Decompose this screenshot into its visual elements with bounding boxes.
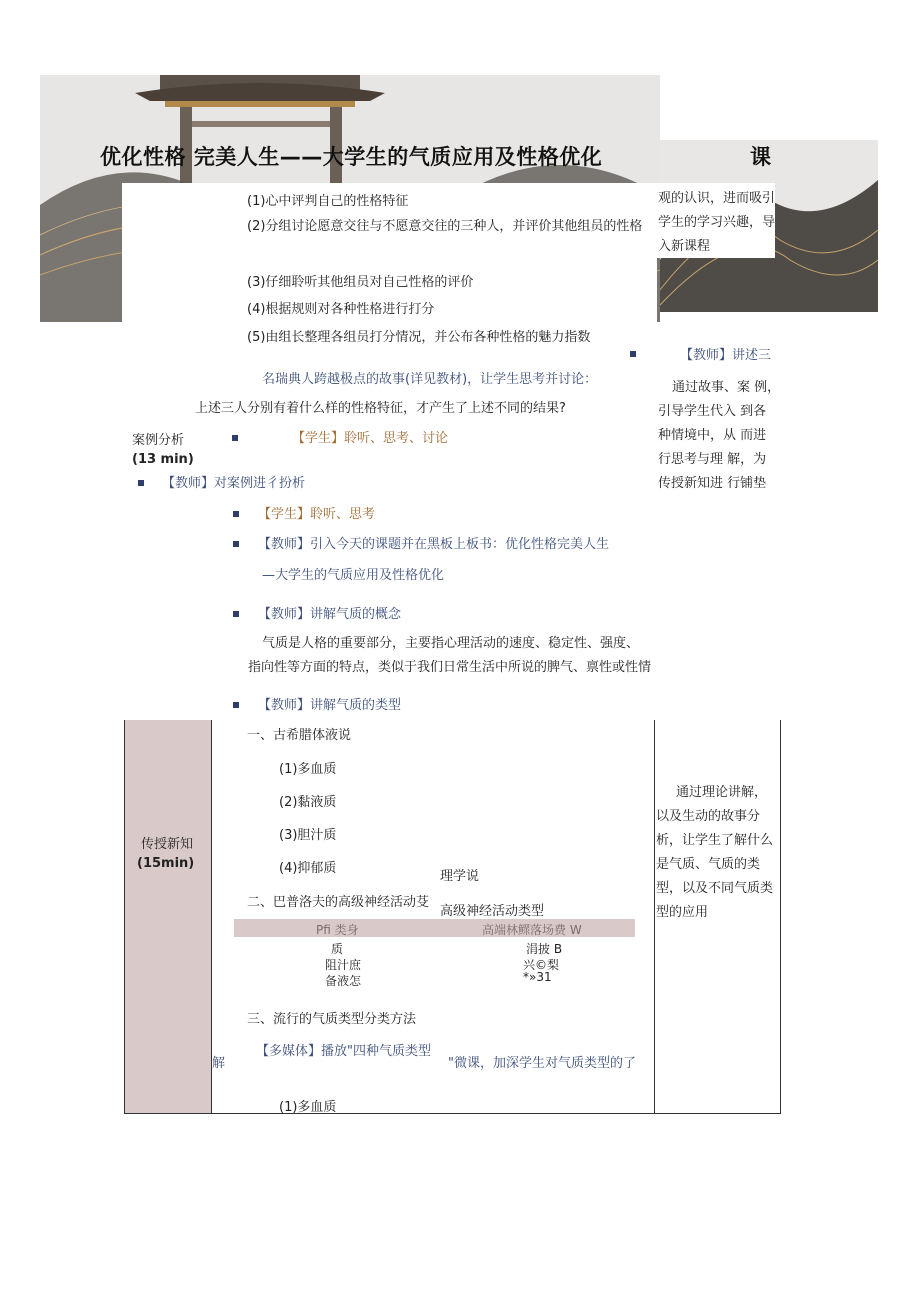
bullet-icon [233,702,239,708]
note-line: 引导学生代入 到各 [658,404,767,419]
greek-item: (1)多血质 [279,1100,337,1115]
case-story: 名瑞典人跨越极点的故事(详见教材)，让学生思考并讨论： [262,372,598,387]
note-line: 通过故事、案 例， [672,380,781,395]
note-line: 传授新知进 行铺垫 [658,476,767,491]
bullet-icon [138,480,144,486]
popular-heading: 三、流行的气质类型分类方法 [247,1012,417,1027]
greek-item: (1)多血质 [279,762,337,777]
note-line: 型，以及不同气质类 [656,881,774,896]
greek-item: (4)抑郁质 [279,861,337,876]
student-tag: 【学生】聆听、思考 [258,507,376,522]
step-item: (1)心中评判自己的性格特征 [247,194,409,209]
section-time: (13 min) [132,452,194,467]
media-tag: 【多媒体】播放"四种气质类型 [256,1044,431,1059]
teacher-topic: 【教师】引入今天的课题并在黑板上板书：优化性格完美人生 [258,537,610,552]
table-cell: 阻汁庶 [325,958,362,972]
page-title-suffix: 课 [750,145,771,169]
table-border [780,720,781,1114]
table-header-left: Pfi 类身 [316,923,359,937]
page-title: 优化性格 完美人生——大学生的气质应用及性格优化 [100,145,603,169]
bullet-icon [232,435,238,441]
note-line: 通过理论讲解， [676,785,768,800]
table-border [124,720,125,1114]
greek-heading: 一、古希腊体液说 [247,728,352,743]
step-item: (4)根据规则对各种性格进行打分 [247,302,435,317]
bullet-icon [233,511,239,517]
section-time: (15min) [137,856,195,871]
note-line: 以及生动的故事分 [656,809,761,824]
student-tag: 【学生】聆听、思考、讨论 [292,431,449,446]
step-item: (3)仔细聆听其他组员对自己性格的评价 [247,275,474,290]
bullet-icon [630,351,636,357]
note-line: 型的应用 [656,905,709,920]
table-cell: 备液怎 [325,974,362,988]
table-cell: 质 [331,942,344,956]
table-border [124,1113,781,1114]
table-border [654,720,655,1114]
media-prefix: 解 [212,1056,226,1071]
note-line: 学生的学习兴趣，导 [658,215,776,230]
teacher-tag: 【教师】讲述三 [680,348,772,363]
media-cont: "微课，加深学生对气质类型的了 [448,1056,636,1071]
teacher-analysis: 【教师】对案例进彳扮析 [162,476,306,491]
topic-cont: —大学生的气质应用及性格优化 [262,568,445,583]
note-line: 析，让学生了解什么 [656,833,774,848]
note-line: 是气质、气质的类 [656,857,761,872]
greek-item: (3)胆汁质 [279,828,337,843]
greek-item: (2)黏液质 [279,795,337,810]
step-item: (5)由组长整理各组员打分情况，并公布各种性格的魅力指数 [247,330,591,345]
section-name: 传授新知 [141,837,194,852]
note-line: 行思考与理 解，为 [658,452,767,467]
pavlov-sub: 高级神经活动类型 [440,904,545,919]
concept-line: 气质是人格的重要部分，主要指心理活动的速度、稳定性、强度、 [262,636,640,651]
concept-line: 指向性等方面的特点，类似于我们日常生活中所说的脾气、禀性或性情 [248,660,652,675]
table-cell: *»31 [523,970,552,984]
table-header-right: 高端林鳏落场费 W [482,923,582,937]
note-line: 入新课程 [658,239,711,254]
teacher-concept: 【教师】讲解气质的概念 [258,607,402,622]
table-cell: 涓披 B [526,942,563,956]
pavlov-heading: 二、巴普洛夫的高级神经活动芟 [247,895,430,910]
teacher-types: 【教师】讲解气质的类型 [258,698,402,713]
table-cell: 兴©梨 [523,958,560,972]
bullet-icon [233,541,239,547]
section-name: 案例分析 [132,433,185,448]
bullet-icon [233,611,239,617]
note-line: 种情境中，从 而进 [658,428,767,443]
step-item: (2)分组讨论愿意交往与不愿意交往的三种人，并评价其他组员的性格 [247,219,643,234]
case-question: 上述三人分别有着什么样的性格特征，才产生了上述不同的结果? [195,401,566,416]
pavlov-suffix: 理学说 [440,869,480,884]
note-line: 观的认识，进而吸引 [658,191,776,206]
section-cell [125,720,211,1113]
